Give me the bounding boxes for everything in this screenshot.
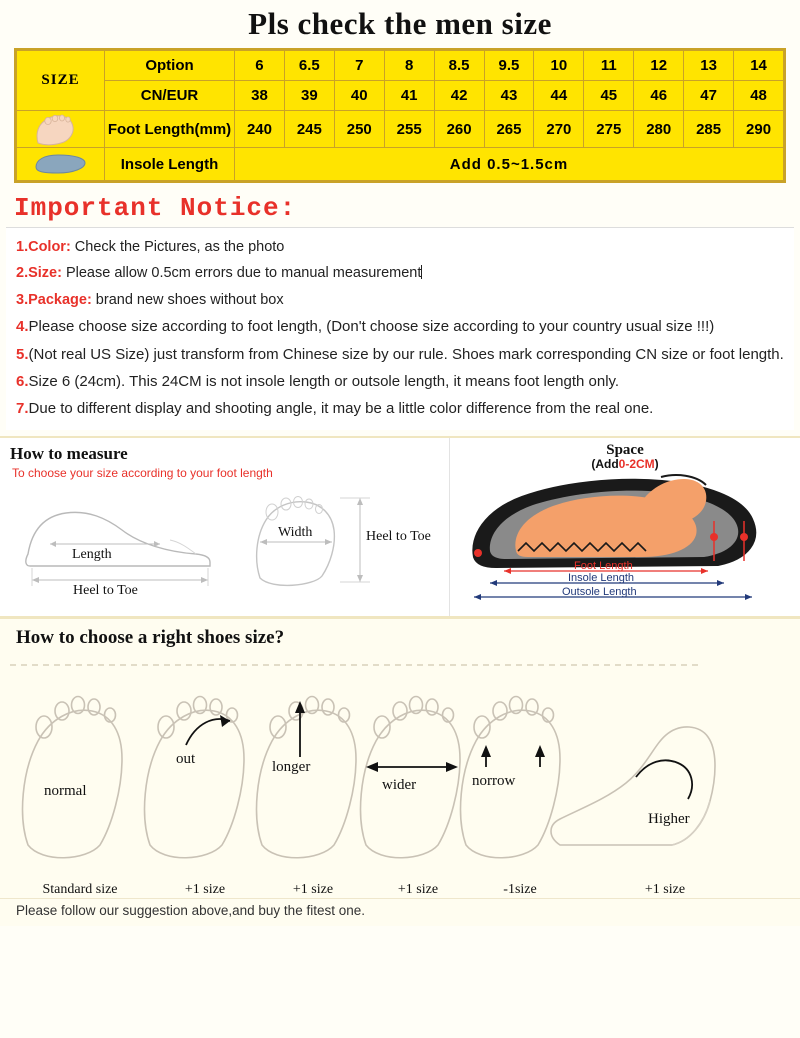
caption-row — [0, 882, 800, 898]
foot-longer — [257, 697, 356, 858]
cell-option-3: 8 — [384, 51, 434, 81]
caption-2: +1 size — [292, 882, 334, 898]
notice-text-5: (Not real US Size) just transform from Chinese size by our rule. Shoes mark corresponding CN size or foot length. — [28, 345, 784, 363]
space-sub-suffix: ) — [654, 457, 659, 472]
notice-text-4: Please choose size according to foot length, (Don't choose size according to your country usual size !!!) — [28, 318, 715, 336]
table-row — [17, 148, 784, 181]
cell-foot-1: 245 — [284, 111, 334, 148]
cell-foot-0: 240 — [235, 111, 285, 148]
caption-5: +1 size — [644, 882, 686, 898]
notice-item-6 — [16, 368, 784, 395]
notice-box — [6, 227, 794, 430]
notice-item-7 — [16, 395, 784, 422]
text-cursor — [421, 265, 422, 279]
cell-cneur-3: 41 — [384, 81, 434, 111]
space-sub-prefix: (Add — [591, 457, 619, 472]
insole-icon-svg — [28, 149, 94, 179]
label-heel-to-toe-left: Heel to Toe — [73, 583, 138, 599]
table-row — [17, 111, 784, 148]
notice-text-3: brand new shoes without box — [91, 291, 284, 308]
foot-tag-norrow: norrow — [472, 773, 516, 790]
table-row — [17, 81, 784, 111]
notice-item-1 — [16, 234, 784, 260]
notice-heading: Important Notice: — [14, 193, 297, 223]
row-label-cneur: CN/EUR — [105, 81, 235, 111]
space-sub-red: 0-2CM — [618, 457, 655, 472]
notice-key-1: Color: — [28, 239, 71, 255]
cell-cneur-10: 48 — [734, 81, 784, 111]
notice-number-2: 2. — [16, 265, 29, 282]
notice-key-3: Package: — [28, 291, 92, 308]
caption-0: Standard size — [42, 882, 118, 898]
footer-note: Please follow our suggestion above,and buy the fitest one. — [0, 898, 800, 922]
label-insole-length: Insole Length — [568, 572, 635, 585]
cell-option-1: 6.5 — [284, 51, 334, 81]
notice-number-6: 6. — [16, 372, 29, 390]
caption-3: +1 size — [397, 882, 439, 898]
notice-number-7: 7. — [16, 400, 29, 418]
foot-icon — [17, 111, 105, 148]
measure-left-panel — [0, 438, 450, 616]
cell-cneur-7: 45 — [584, 81, 634, 111]
measure-diagram — [10, 482, 440, 600]
notice-item-4 — [16, 313, 784, 340]
caption-1: +1 size — [184, 882, 226, 898]
cell-cneur-6: 44 — [534, 81, 584, 111]
notice-text-7: Due to different display and shooting angle, it may be a little color difference from the real one. — [28, 400, 654, 418]
insole-icon — [17, 148, 105, 181]
size-header-label: SIZE — [17, 51, 105, 111]
caption-4: -1size — [503, 882, 537, 898]
how-to-choose-section — [0, 616, 800, 926]
table-row — [17, 51, 784, 81]
foot-tag-higher: Higher — [648, 811, 690, 828]
foot-normal — [23, 697, 122, 858]
cell-cneur-5: 43 — [484, 81, 534, 111]
label-length: Length — [72, 547, 112, 563]
cell-foot-6: 270 — [534, 111, 584, 148]
cell-option-2: 7 — [334, 51, 384, 81]
cell-foot-8: 280 — [634, 111, 684, 148]
choose-title: How to choose a right shoes size? — [16, 627, 285, 649]
label-width: Width — [278, 525, 313, 541]
cell-foot-5: 265 — [484, 111, 534, 148]
notice-number-5: 5. — [16, 345, 29, 363]
row-label-insole: Insole Length — [105, 148, 235, 181]
cell-foot-7: 275 — [584, 111, 634, 148]
foot-icon-svg — [28, 112, 94, 146]
cell-foot-9: 285 — [684, 111, 734, 148]
label-outsole-length: Outsole Length — [562, 586, 637, 599]
cell-foot-10: 290 — [734, 111, 784, 148]
space-title: Space — [606, 442, 644, 459]
cell-cneur-2: 40 — [334, 81, 384, 111]
cell-option-0: 6 — [235, 51, 285, 81]
cell-option-9: 13 — [684, 51, 734, 81]
foot-tag-out: out — [176, 751, 196, 768]
row-label-option: Option — [105, 51, 235, 81]
cell-foot-2: 250 — [334, 111, 384, 148]
notice-key-2: Size: — [28, 265, 62, 282]
measure-right-panel — [450, 438, 800, 616]
foot-tag-wider: wider — [382, 777, 417, 794]
row-label-foot-length: Foot Length(mm) — [105, 111, 235, 148]
notice-number-3: 3. — [16, 291, 29, 308]
cell-option-6: 10 — [534, 51, 584, 81]
notice-item-2 — [16, 260, 784, 286]
notice-text-2: Please allow 0.5cm errors due to manual measurement — [61, 265, 422, 282]
foot-tag-normal: normal — [44, 783, 87, 800]
how-to-measure-section — [0, 436, 800, 616]
shoe-space-diagram — [456, 471, 786, 607]
cell-option-8: 12 — [634, 51, 684, 81]
cell-cneur-1: 39 — [284, 81, 334, 111]
foot-comparison-diagram — [0, 649, 800, 879]
notice-item-3 — [16, 287, 784, 313]
size-table — [16, 50, 784, 181]
size-table-container — [14, 48, 786, 183]
label-foot-length: Foot Length — [574, 560, 633, 573]
notice-text-6: Size 6 (24cm). This 24CM is not insole length or outsole length, it means foot length only. — [28, 372, 620, 390]
cell-cneur-8: 46 — [634, 81, 684, 111]
cell-cneur-9: 47 — [684, 81, 734, 111]
notice-text-1: Check the Pictures, as the photo — [70, 239, 285, 255]
notice-number-4: 4. — [16, 318, 29, 336]
notice-item-5 — [16, 341, 784, 368]
page-title: Pls check the men size — [248, 6, 552, 41]
insole-value: Add 0.5~1.5cm — [235, 148, 784, 181]
space-subtitle — [456, 457, 794, 471]
cell-cneur-4: 42 — [434, 81, 484, 111]
measure-title: How to measure — [10, 444, 128, 464]
foot-tag-longer: longer — [272, 759, 311, 776]
cell-option-10: 14 — [734, 51, 784, 81]
notice-number-1: 1. — [16, 239, 29, 255]
foot-higher — [551, 727, 715, 845]
cell-option-7: 11 — [584, 51, 634, 81]
cell-foot-3: 255 — [384, 111, 434, 148]
cell-foot-4: 260 — [434, 111, 484, 148]
measure-subtitle: To choose your size according to your foot length — [12, 466, 273, 481]
cell-option-5: 9.5 — [484, 51, 534, 81]
label-heel-to-toe-right: Heel to Toe — [366, 529, 431, 545]
cell-cneur-0: 38 — [235, 81, 285, 111]
cell-option-4: 8.5 — [434, 51, 484, 81]
